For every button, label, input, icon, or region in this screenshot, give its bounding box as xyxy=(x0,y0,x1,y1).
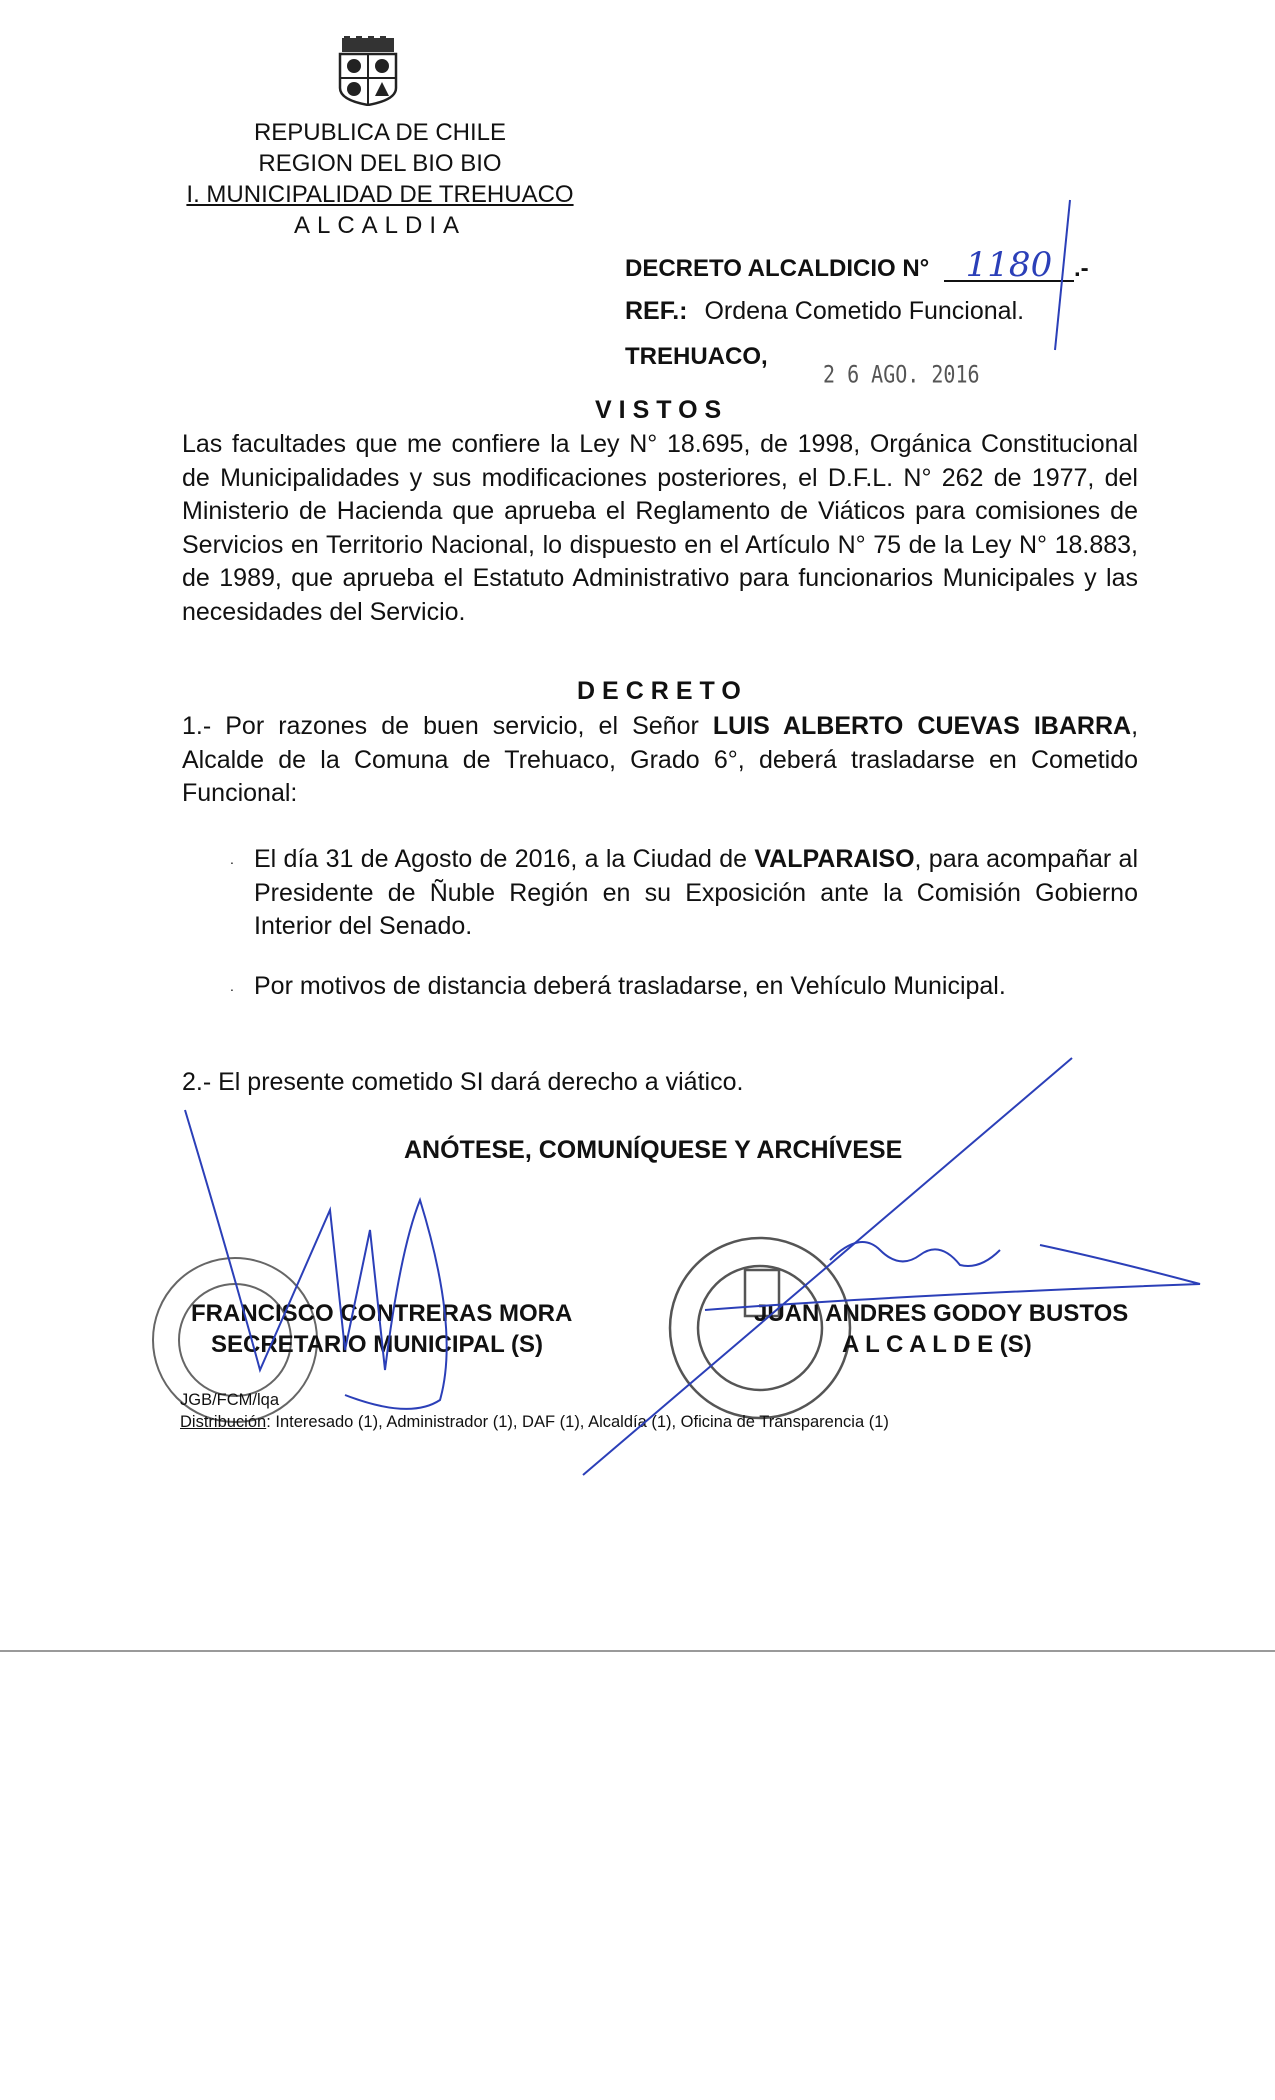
place-label: TREHUACO, xyxy=(625,343,768,370)
secretary-name: FRANCISCO CONTRERAS MORA xyxy=(191,1300,573,1327)
official-name: LUIS ALBERTO CUEVAS IBARRA xyxy=(712,712,1132,740)
letterhead-office: ALCALDIA xyxy=(293,212,467,239)
mayor-title: A L C A L D E (S) xyxy=(842,1331,1032,1358)
bullet1-text-a: El día 31 de Agosto de 2016, a la Ciudad de xyxy=(254,845,755,873)
closing-formula: ANÓTESE, COMUNÍQUESE Y ARCHÍVESE xyxy=(404,1136,903,1164)
p1-text-a: 1.- Por razones de buen servicio, el Señor xyxy=(182,712,713,740)
bullet-icon: . xyxy=(230,978,234,994)
ref-label: REF.: xyxy=(625,297,688,325)
distribution-list: : Interesado (1), Administrador (1), DAF (1), Alcaldía (1), Oficina de Transparencia (1) xyxy=(266,1413,889,1431)
signature-strokes xyxy=(185,200,1200,1475)
ref-text: Ordena Cometido Funcional. xyxy=(704,297,1025,325)
secretary-title: SECRETARIO MUNICIPAL (S) xyxy=(211,1331,544,1358)
letterhead-region: REGION DEL BIO BIO xyxy=(258,150,502,177)
distribution-line xyxy=(180,1413,889,1432)
mayor-stamp xyxy=(670,1238,850,1418)
initials: JGB/FCM/lqa xyxy=(180,1391,280,1409)
decree-number-handwritten: 1180 xyxy=(944,250,1074,282)
vistos-heading: VISTOS xyxy=(595,396,729,424)
coat-of-arms-logo xyxy=(334,36,402,106)
mayor-name: JUAN ANDRES GODOY BUSTOS xyxy=(754,1300,1129,1327)
decreto-heading: DECRETO xyxy=(577,677,748,705)
distribution-label: Distribución xyxy=(180,1413,267,1431)
vistos-paragraph: Las facultades que me confiere la Ley N° 18.695, de 1998, Orgánica Constitucional de Municipalidades y sus modificaciones posteriores, el D.F.L. N° 262 de 1977, del Ministerio de Hacienda que aprueba el Reglamento de Viáticos para comisiones de Servicios en Territorio Nacional, lo dispuesto en el Artículo N° 75 de la Ley N° 18.883, de 1989, que aprueba el Estatuto Administrativo para funcionarios Municipales y las necesidades del Servicio. xyxy=(182,430,1138,626)
decreto-paragraph-1 xyxy=(182,710,1138,811)
bullet-icon: . xyxy=(230,851,234,867)
bullet-item-2 xyxy=(230,970,1138,1004)
letterhead-municipality: I. MUNICIPALIDAD DE TREHUACO xyxy=(186,181,574,208)
decree-suffix: .- xyxy=(1073,255,1089,282)
date-stamp: 2 6 AGO. 2016 xyxy=(823,359,980,389)
p1-text-b: , Alcalde de la Comuna de Trehuaco, Grado 6°, deberá trasladarse en Cometido Funcional: xyxy=(182,712,1139,807)
letterhead xyxy=(180,117,580,241)
decreto-paragraph-2: 2.- El presente cometido SI dará derecho a viático. xyxy=(182,1068,744,1096)
bullet-item-1 xyxy=(230,843,1139,944)
decree-label: DECRETO ALCALDICIO N° xyxy=(625,255,930,282)
reference-line xyxy=(625,297,1024,326)
destination-city: VALPARAISO xyxy=(754,845,915,873)
bullet2-text: Por motivos de distancia deberá trasladarse, en Vehículo Municipal. xyxy=(254,972,1006,1000)
decree-number-line xyxy=(625,245,1089,285)
letterhead-country: REPUBLICA DE CHILE xyxy=(253,119,507,146)
bullet1-text-b: , para acompañar al Presidente de Ñuble Región en su Exposición ante la Comisión Gobierno Interior del Senado. xyxy=(254,845,1139,940)
